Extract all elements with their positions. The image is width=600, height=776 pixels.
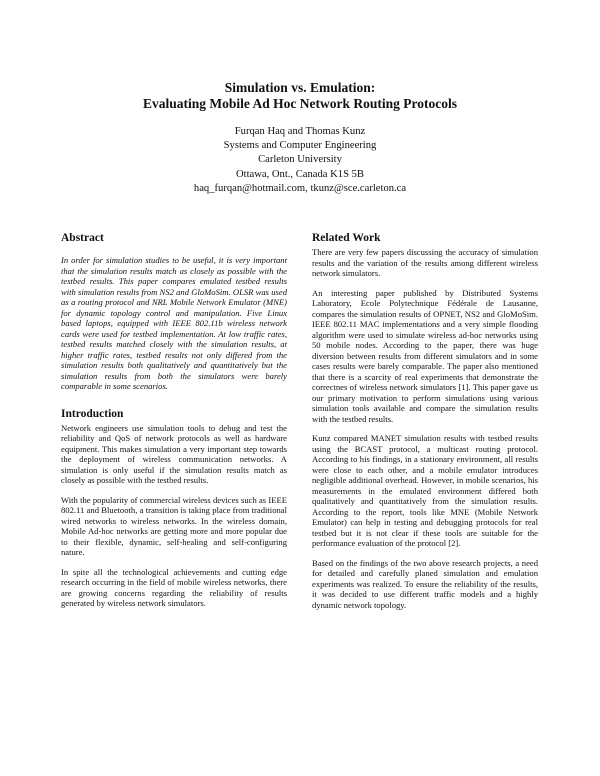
author-names: Furqan Haq and Thomas Kunz	[234, 126, 366, 137]
abstract-heading: Abstract	[61, 232, 104, 244]
right-column	[312, 232, 538, 619]
abstract-text: In order for simulation studies to be useful, it is very important that the simulation results match as closely as possible with the testbed results. This paper compares emulated testbed results with simulation results from NS2 and GloMoSim. OLSR was used as a routing protocol and NRL Mobile Network Emulator (MNE) for dynamic topology control and manipulation. Five Linux based laptops, equipped with IEEE 802.11b wireless network cards were used for testbed implementation. At low traffic rates, testbed results matched closely with the simulation results, at higher traffic rates, testbed results not only differed from the simulation results both qualitatively and quantitatively but the simulation results from both the simulators were barely comparable in some scenarios.	[61, 255, 287, 391]
introduction-paragraph: With the popularity of commercial wireless devices such as IEEE 802.11 and Bluetooth, a transition is taking place from traditional wired networks to wireless networks. In the wireless domain, Mobile Ad-hoc networks are getting more and more popular due to their flexible, dynamic, self-healing and self-configuring nature.	[61, 494, 287, 557]
title-line-2: Evaluating Mobile Ad Hoc Network Routing Protocols	[142, 96, 457, 111]
title-line-1: Simulation vs. Emulation:	[224, 80, 376, 95]
introduction-paragraph: Network engineers use simulation tools to debug and test the reliability and QoS of network protocols as well as hardware equipment. This makes simulation a very important step towards the deployment of wireless communication networks. A simulation is only useful if the simulation results match as closely as possible with the testbed results.	[61, 422, 287, 485]
introduction-paragraph: In spite all the technological achievements and cutting edge research occurring in the field of mobile wireless networks, there are growing concerns regarding the reliability of results generated by wireless network simulators.	[61, 566, 287, 608]
related-work-paragraph: Kunz compared MANET simulation results with testbed results using the BCAST protocol, a multicast routing protocol. According to his findings, in a stationary environment, all results were close to each other, and a mobile emulator introduces negligible additional overhead. However, in mobile scenarios, his measurements in the emulated environment differed both qualitatively and quantitatively from the simulation results. According to the report, tools like MNE (Mobile Network Emulator) can help in testing and debugging protocols for real testbed but it is not clear if these tools are suitable for the performance evaluation of the protocol [2].	[312, 433, 538, 548]
paper-title	[40, 80, 560, 112]
author-department: Systems and Computer Engineering	[223, 140, 377, 152]
author-university: Carleton University	[258, 154, 342, 166]
author-address: Ottawa, Ont., Canada K1S 5B	[236, 168, 364, 180]
author-emails: haq_furqan@hotmail.com, tkunz@sce.carleton.ca	[193, 182, 407, 194]
author-block	[40, 125, 560, 196]
related-work-paragraph: An interesting paper published by Distributed Systems Laboratory, Ecole Polytechnique Fédérale de Lausanne, compares the simulation results of OPNET, NS2 and GloMoSim. IEEE 802.11 MAC implementations and a very simple flooding algorithm were used to simulate wireless ad-hoc networks using 50 mobile nodes. According to the paper, there was huge diversion between results from different simulators and in some cases results were barely comparable. The paper also mentioned that there is a scarcity of real experiments that demonstrate the correctnes of wireless network simulators [1]. This paper gave us our primary motivation to perform simulations using various simulation tools available and compare the simulation results with the testbed results.	[312, 287, 538, 424]
related-work-paragraph: Based on the findings of the two above research projects, a need for detailed and carefully planed simulation and emulation experiments was realized. To ensure the reliability of the results, it was decided to use different traffic models and a highly dynamic network topology.	[312, 557, 538, 610]
left-column	[61, 232, 287, 618]
related-work-heading: Related Work	[312, 232, 381, 244]
introduction-heading: Introduction	[61, 407, 124, 420]
related-work-paragraph: There are very few papers discussing the accuracy of simulation results and the variation of the results among different wireless network simulators.	[312, 247, 538, 278]
